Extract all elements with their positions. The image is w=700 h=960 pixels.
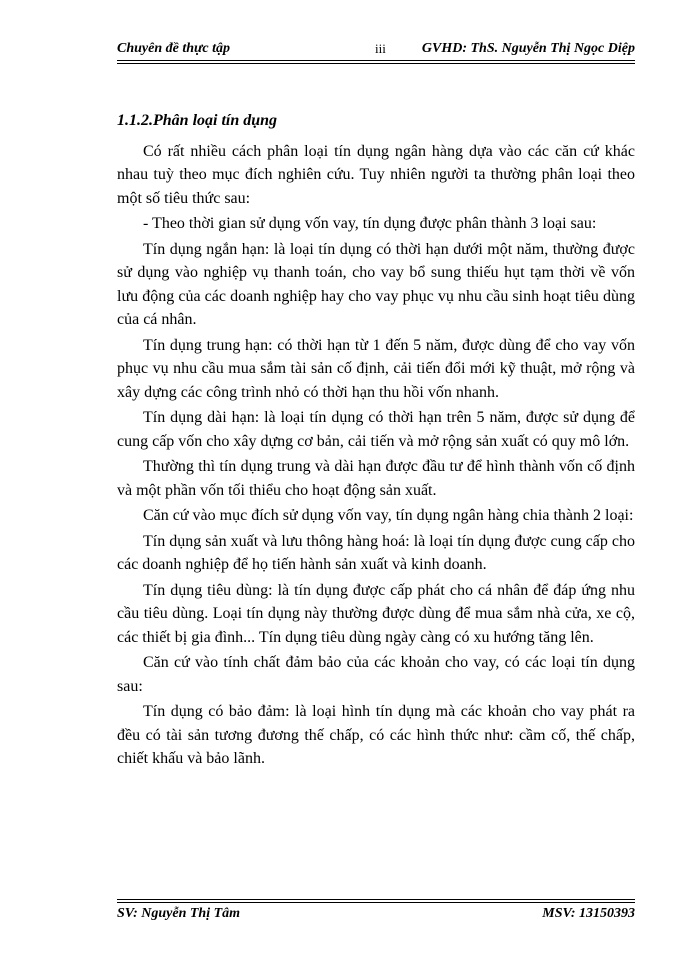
paragraph-10: Căn cứ vào tính chất đảm bảo của các khoản cho vay, có các loại tín dụng sau: (117, 654, 635, 695)
footer-student-id: MSV: 13150393 (542, 906, 635, 921)
header-page-number: iii (375, 41, 386, 56)
paragraph-6: Thường thì tín dụng trung và dài hạn được đầu tư để hình thành vốn cố định và một phần vốn tối thiểu cho hoạt động sản xuất. (117, 458, 635, 499)
header-supervisor: GVHD: ThS. Nguyễn Thị Ngọc Diệp (421, 41, 635, 56)
paragraph-9: Tín dụng tiêu dùng: là tín dụng được cấp phát cho cá nhân để đáp ứng nhu cầu tiêu dùng. Loại tín dụng này thường được dùng để mua sắm nhà cửa, xe cộ, các thiết bị gia đình... Tín dụng tiêu dùng ngày càng có xu hướng tăng lên. (117, 581, 635, 646)
paragraph-7: Căn cứ vào mục đích sử dụng vốn vay, tín dụng ngân hàng chia thành 2 loại: (143, 507, 634, 525)
footer-divider (117, 899, 635, 903)
paragraph-8: Tín dụng sản xuất và lưu thông hàng hoá: là loại tín dụng được cung cấp cho các doanh nghiệp để họ tiến hành sản xuất và kinh doanh. (117, 532, 635, 574)
paragraph-3: Tín dụng ngắn hạn: là loại tín dụng có thời hạn dưới một năm, thường được sử dụng vào nghiệp vụ thanh toán, cho vay bổ sung thiếu hụt tạm thời về vốn lưu động của các doanh nghiệp hay cho vay phục vụ nhu cầu sinh hoạt tiêu dùng của cá nhân. (117, 241, 635, 329)
header-course-title: Chuyên đề thực tập (117, 41, 231, 56)
paragraph-11: Tín dụng có bảo đảm: là loại hình tín dụng mà các khoản cho vay phát ra đều có tài sản tương đương thế chấp, có các hình thức như: cầm cố, thế chấp, chiết khấu và bảo lãnh. (117, 703, 635, 768)
paragraph-2: - Theo thời gian sử dụng vốn vay, tín dụng được phân thành 3 loại sau: (143, 215, 597, 233)
paragraph-1: Có rất nhiều cách phân loại tín dụng ngân hàng dựa vào các căn cứ khác nhau tuỳ theo mục đích nghiên cứu. Tuy nhiên người ta thường phân loại theo một số tiêu thức sau: (117, 143, 635, 207)
footer-student-name: SV: Nguyễn Thị Tâm (117, 906, 241, 921)
page-footer (117, 904, 635, 924)
section-heading: 1.1.2.Phân loại tín dụng (117, 112, 278, 129)
page-header (117, 38, 635, 60)
page-body (117, 112, 635, 773)
paragraph-5: Tín dụng dài hạn: là loại tín dụng có thời hạn trên 5 năm, được sử dụng để cung cấp vốn cho xây dựng cơ bản, cải tiến và mở rộng sản xuất có quy mô lớn. (117, 409, 635, 450)
header-divider (117, 60, 635, 64)
paragraph-4: Tín dụng trung hạn: có thời hạn từ 1 đến 5 năm, được dùng để cho vay vốn phục vụ nhu cầu mua sắm tài sản cố định, cải tiến đổi mới kỹ thuật, mở rộng và xây dựng các công trình nhỏ có thời hạn thu hồi vốn nhanh. (117, 336, 635, 401)
